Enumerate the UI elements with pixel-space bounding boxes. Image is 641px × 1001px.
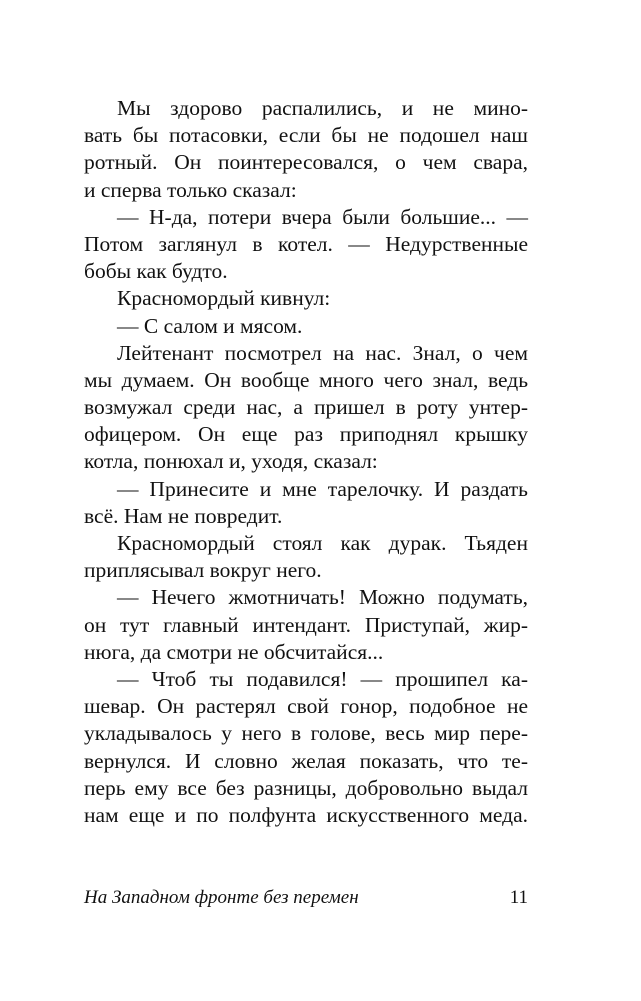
text-line: — Чтоб ты подавился! — прошипел ка- (117, 666, 528, 691)
text-line: и сперва только сказал: (84, 177, 297, 202)
text-line: мы думаем. Он вообще много чего знал, ведь (84, 367, 528, 392)
text-line: всё. Нам не повредит. (84, 503, 283, 528)
text-line: Потом заглянул в котел. — Недурственные (84, 231, 528, 256)
text-line: — Принесите и мне тарелочку. И раздать (117, 476, 528, 501)
page-number: 11 (509, 887, 528, 908)
running-title: На Западном фронте без перемен (84, 887, 359, 908)
text-line: бобы как будто. (84, 259, 228, 284)
text-line: перь ему все без разницы, добровольно выдал (84, 775, 528, 800)
text-line: офицером. Он еще раз приподнял крышку (84, 422, 528, 447)
text-line: укладывалось у него в голове, весь мир пере- (84, 721, 528, 746)
text-line: ротный. Он поинтересовался, о чем свара, (84, 150, 528, 175)
body-text (84, 95, 528, 829)
text-line: — Н-да, потери вчера были большие... — (117, 204, 528, 229)
text-line: возмужал среди нас, а пришел в роту унтер- (84, 395, 528, 420)
text-line: — С салом и мясом. (117, 313, 303, 338)
text-line: Мы здорово распалились, и не мино- (117, 96, 528, 120)
text-line: шевар. Он растерял свой гонор, подобное не (84, 694, 528, 719)
text-line: приплясывал вокруг него. (84, 558, 322, 583)
text-line: Красномордый стоял как дурак. Тьяден (117, 531, 528, 555)
text-line: вернулся. И словно желая показать, что те- (84, 748, 528, 773)
text-line: нам еще и по полфунта искусственного меда. (84, 802, 528, 827)
text-line: нюга, да смотри не обсчитайся... (84, 639, 384, 664)
text-line: он тут главный интендант. Приступай, жир- (84, 612, 528, 637)
text-line: котла, понюхал и, уходя, сказал: (84, 449, 378, 474)
text-line: Красномордый кивнул: (117, 286, 331, 311)
page-footer (84, 884, 528, 912)
text-line: вать бы потасовки, если бы не подошел наш (84, 123, 528, 148)
text-line: — Нечего жмотничать! Можно подумать, (117, 585, 528, 610)
text-line: Лейтенант посмотрел на нас. Знал, о чем (117, 340, 528, 365)
